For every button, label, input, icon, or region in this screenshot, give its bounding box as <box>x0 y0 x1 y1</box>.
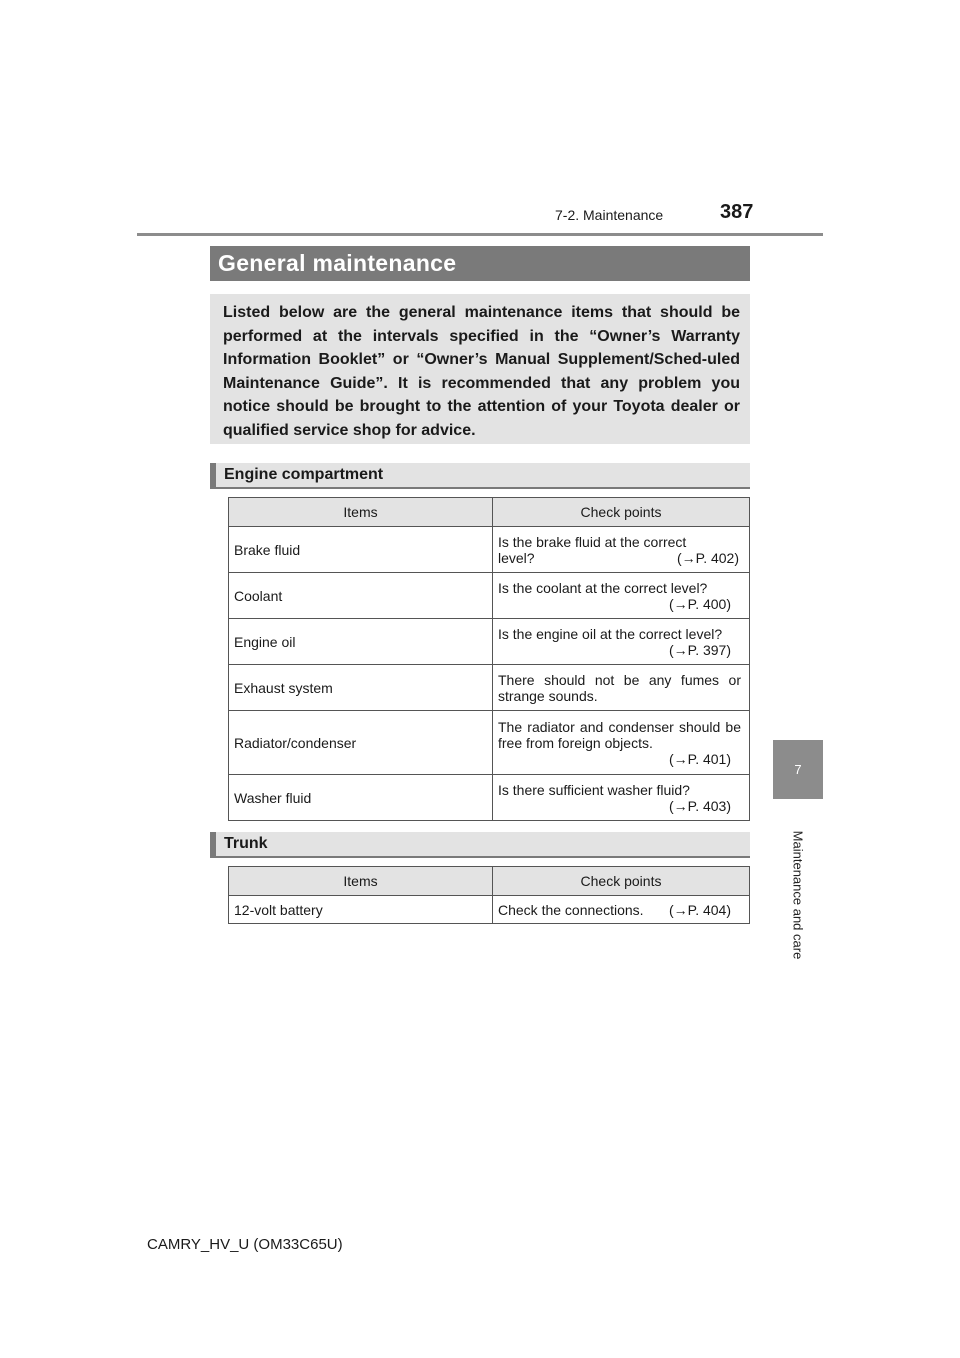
page-ref[interactable]: (→P. 402) <box>677 549 739 566</box>
table-row <box>229 665 750 711</box>
page-ref[interactable]: (→P. 397) <box>669 641 731 658</box>
row-item: Brake fluid <box>229 527 493 573</box>
table-header-row <box>229 867 750 896</box>
column-header-items: Items <box>229 867 493 896</box>
trunk-heading <box>210 832 750 858</box>
check-text: The radiator and condenser should be free from foreign objects. <box>498 718 741 751</box>
row-check <box>493 711 750 775</box>
row-check <box>493 775 750 821</box>
row-item: Washer fluid <box>229 775 493 821</box>
page-title: General maintenance <box>210 246 750 281</box>
page-ref[interactable]: (→P. 403) <box>669 797 731 814</box>
row-item: Exhaust system <box>229 665 493 711</box>
intro-text: Listed below are the general maintenance items that should be performed at the intervals specified in the “Owner’s Warranty Information Booklet” or “Owner’s Manual Supplement/Sched-uled Maintenance Guide”. It is recommended that any problem you notice should be brought to the attention of your Toyota dealer or qualified service shop for advice. <box>223 304 740 439</box>
row-check <box>493 665 750 711</box>
table-row <box>229 619 750 665</box>
check-line <box>498 902 741 918</box>
page-ref[interactable]: (→P. 401) <box>669 750 731 767</box>
document-code: CAMRY_HV_U (OM33C65U) <box>147 1236 343 1253</box>
page-ref[interactable]: (→P. 400) <box>669 595 731 612</box>
engine-table <box>228 497 750 821</box>
row-check <box>493 527 750 573</box>
section-title: 7-2. Maintenance <box>555 207 664 223</box>
row-item: 12-volt battery <box>229 896 493 924</box>
page-number: 387 <box>720 201 754 223</box>
row-item: Radiator/condenser <box>229 711 493 775</box>
table-row <box>229 775 750 821</box>
chapter-tab[interactable] <box>773 740 823 799</box>
page-ref[interactable]: (→P. 404) <box>669 901 731 918</box>
column-header-check-points: Check points <box>493 498 750 527</box>
table-row <box>229 711 750 775</box>
header-divider <box>137 233 823 236</box>
check-text: There should not be any fumes or strange sounds. <box>498 671 741 704</box>
row-check <box>493 619 750 665</box>
engine-heading-text: Engine compartment <box>224 466 384 483</box>
table-row <box>229 573 750 619</box>
intro-box <box>210 294 750 444</box>
table-row <box>229 896 750 924</box>
check-text: Is the engine oil at the correct level? <box>498 625 723 642</box>
table-row <box>229 527 750 573</box>
table-header-row <box>229 498 750 527</box>
row-check <box>493 573 750 619</box>
check-text: Check the connections. <box>498 901 644 918</box>
row-check <box>493 896 750 924</box>
engine-compartment-heading <box>210 463 750 489</box>
column-header-check-points: Check points <box>493 867 750 896</box>
trunk-heading-text: Trunk <box>224 835 268 852</box>
check-text: Is the coolant at the correct level? <box>498 579 708 596</box>
chapter-number: 7 <box>794 762 802 777</box>
column-header-items: Items <box>229 498 493 527</box>
check-text: Is the brake fluid at the correct <box>498 533 687 550</box>
check-line <box>498 550 741 566</box>
chapter-label: Maintenance and care <box>790 830 806 960</box>
row-item: Coolant <box>229 573 493 619</box>
check-text: Is there sufficient washer fluid? <box>498 781 690 798</box>
row-item: Engine oil <box>229 619 493 665</box>
trunk-table <box>228 866 750 924</box>
check-text-cont: level? <box>498 549 535 566</box>
